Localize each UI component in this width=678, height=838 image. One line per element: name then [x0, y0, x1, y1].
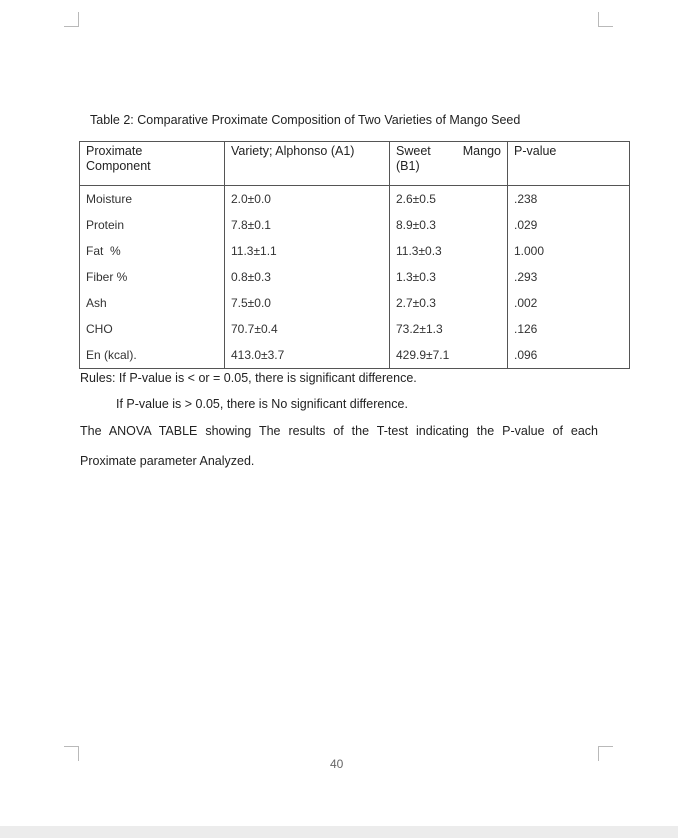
cell-component: CHO	[80, 316, 225, 342]
table-row	[80, 238, 630, 264]
cell-component: Fiber %	[80, 264, 225, 290]
header-b1-code: (B1)	[396, 159, 420, 173]
cell-pvalue: 1.000	[508, 238, 630, 264]
cell-a1: 11.3±1.1	[225, 238, 390, 264]
table-row	[80, 186, 630, 213]
table-row	[80, 212, 630, 238]
header-variety-a1: Variety; Alphonso (A1)	[225, 142, 390, 186]
cell-pvalue: .029	[508, 212, 630, 238]
table-header-row	[80, 142, 630, 186]
cell-a1: 0.8±0.3	[225, 264, 390, 290]
cell-pvalue: .238	[508, 186, 630, 213]
cell-b1: 73.2±1.3	[390, 316, 508, 342]
cell-b1: 2.7±0.3	[390, 290, 508, 316]
header-variety-b1	[390, 142, 508, 186]
header-component-line1: Proximate	[86, 144, 143, 158]
cell-component: Fat %	[80, 238, 225, 264]
table-caption: Table 2: Comparative Proximate Composition of Two Varieties of Mango Seed	[90, 113, 521, 127]
table-row	[80, 264, 630, 290]
cell-b1: 11.3±0.3	[390, 238, 508, 264]
cell-a1: 7.5±0.0	[225, 290, 390, 316]
cell-pvalue: .126	[508, 316, 630, 342]
cell-b1: 2.6±0.5	[390, 186, 508, 213]
header-component-line2: Component	[86, 159, 151, 173]
cell-component: Moisture	[80, 186, 225, 213]
header-component	[80, 142, 225, 186]
proximate-table	[79, 141, 630, 369]
table-row	[80, 290, 630, 316]
cell-component: Protein	[80, 212, 225, 238]
page-number: 40	[330, 757, 344, 771]
anova-paragraph-line1: The ANOVA TABLE showing The results of the T-test indicating the P-value of each	[80, 424, 598, 438]
cell-a1: 2.0±0.0	[225, 186, 390, 213]
header-pvalue: P-value	[508, 142, 630, 186]
cell-a1: 413.0±3.7	[225, 342, 390, 369]
cell-b1: 8.9±0.3	[390, 212, 508, 238]
rule-not-significant: If P-value is > 0.05, there is No significant difference.	[116, 397, 408, 411]
cell-a1: 7.8±0.1	[225, 212, 390, 238]
header-b1-mango: Mango	[462, 144, 501, 158]
cell-b1: 429.9±7.1	[390, 342, 508, 369]
cell-component: En (kcal).	[80, 342, 225, 369]
table-row	[80, 316, 630, 342]
cell-pvalue: .293	[508, 264, 630, 290]
crop-mark-top-right	[598, 12, 613, 27]
crop-mark-bottom-right	[598, 746, 613, 761]
cell-component: Ash	[80, 290, 225, 316]
anova-paragraph-line2: Proximate parameter Analyzed.	[80, 454, 255, 468]
rule-significant: Rules: If P-value is < or = 0.05, there is significant difference.	[80, 371, 417, 385]
table-row	[80, 342, 630, 369]
cell-pvalue: .096	[508, 342, 630, 369]
crop-mark-bottom-left	[64, 746, 79, 761]
crop-mark-top-left	[64, 12, 79, 27]
header-b1-sweet: Sweet	[396, 144, 431, 158]
cell-a1: 70.7±0.4	[225, 316, 390, 342]
cell-pvalue: .002	[508, 290, 630, 316]
cell-b1: 1.3±0.3	[390, 264, 508, 290]
